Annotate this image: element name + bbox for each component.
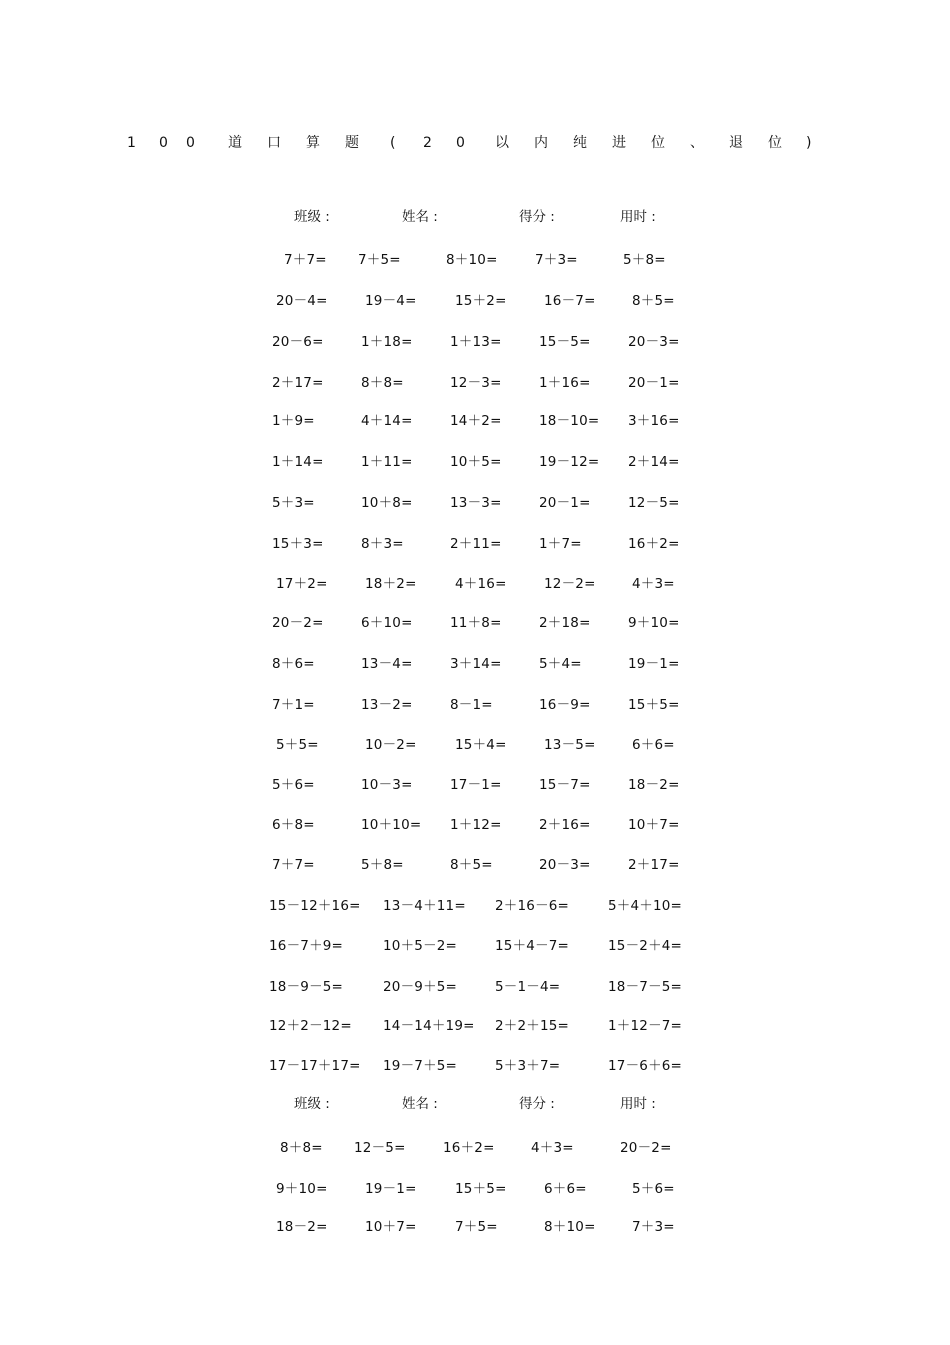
math-problem: 20－6= (272, 334, 324, 350)
math-problem: 17－1= (450, 777, 502, 793)
math-problem: 20－2= (620, 1140, 672, 1156)
math-problem: 6＋6= (544, 1181, 587, 1197)
math-problem: 12－2= (544, 576, 596, 592)
title-char: 进 (612, 135, 626, 151)
math-problem: 15＋4= (455, 737, 507, 753)
math-problem: 2＋11= (450, 536, 502, 552)
problem-row (0, 251, 950, 271)
math-problem: 14＋2= (450, 413, 502, 429)
title-char: 1 (127, 135, 136, 151)
math-problem: 19－12= (539, 454, 600, 470)
math-problem: 15＋2= (455, 293, 507, 309)
worksheet-2-header (0, 1095, 950, 1115)
math-problem: 18－9－5= (269, 979, 344, 995)
worksheet-1-header (0, 208, 950, 228)
math-problem: 15＋5= (455, 1181, 507, 1197)
math-problem: 19－1= (365, 1181, 417, 1197)
math-problem: 1＋7= (539, 536, 582, 552)
math-problem: 13－3= (450, 495, 502, 511)
title-char: 题 (345, 135, 359, 151)
math-problem: 4＋3= (531, 1140, 574, 1156)
math-problem: 20－1= (539, 495, 591, 511)
math-problem: 20－3= (539, 857, 591, 873)
math-problem: 13－5= (544, 737, 596, 753)
math-problem: 10＋8= (361, 495, 413, 511)
math-problem: 8＋5= (450, 857, 493, 873)
mixed-problem-row (0, 1057, 950, 1077)
math-problem: 8＋6= (272, 656, 315, 672)
math-problem: 7＋3= (535, 252, 578, 268)
mixed-problem-row (0, 1017, 950, 1037)
math-problem: 7＋1= (272, 697, 315, 713)
math-problem: 4＋14= (361, 413, 413, 429)
problem-row (0, 696, 950, 716)
math-problem: 7＋7= (284, 252, 327, 268)
math-problem: 1＋12－7= (608, 1018, 683, 1034)
problem-row (0, 614, 950, 634)
math-problem: 8＋8= (280, 1140, 323, 1156)
math-problem: 4＋3= (632, 576, 675, 592)
math-problem: 10－3= (361, 777, 413, 793)
math-problem: 19－4= (365, 293, 417, 309)
math-problem: 12－5= (354, 1140, 406, 1156)
math-problem: 15＋4－7= (495, 938, 570, 954)
math-problem: 16＋2= (628, 536, 680, 552)
title-char: 位 (651, 135, 665, 151)
math-problem: 13－4＋11= (383, 898, 466, 914)
math-problem: 6＋10= (361, 615, 413, 631)
math-problem: 5－1－4= (495, 979, 561, 995)
math-problem: 15－5= (539, 334, 591, 350)
math-problem: 20－4= (276, 293, 328, 309)
math-problem: 16＋2= (443, 1140, 495, 1156)
math-problem: 1＋13= (450, 334, 502, 350)
math-problem: 2＋17= (272, 375, 324, 391)
math-problem: 7＋5= (455, 1219, 498, 1235)
math-problem: 5＋4= (539, 656, 582, 672)
math-problem: 2＋16= (539, 817, 591, 833)
math-problem: 18－10= (539, 413, 600, 429)
math-problem: 13－4= (361, 656, 413, 672)
math-problem: 6＋6= (632, 737, 675, 753)
math-problem: 10＋7= (628, 817, 680, 833)
math-problem: 7＋3= (632, 1219, 675, 1235)
math-problem: 1＋11= (361, 454, 413, 470)
math-problem: 1＋18= (361, 334, 413, 350)
problem-row (0, 374, 950, 394)
math-problem: 2＋14= (628, 454, 680, 470)
title-char: 0 (456, 135, 465, 151)
math-problem: 20－1= (628, 375, 680, 391)
problem-row (0, 333, 950, 353)
title-char: 0 (159, 135, 168, 151)
class-label: 班级 : (294, 1096, 330, 1112)
math-problem: 17－6＋6= (608, 1058, 683, 1074)
math-problem: 12－5= (628, 495, 680, 511)
math-problem: 3＋14= (450, 656, 502, 672)
math-problem: 6＋8= (272, 817, 315, 833)
math-problem: 5＋4＋10= (608, 898, 683, 914)
math-problem: 11＋8= (450, 615, 502, 631)
title-char: 算 (306, 135, 320, 151)
math-problem: 15－12＋16= (269, 898, 361, 914)
math-problem: 18－2= (276, 1219, 328, 1235)
math-problem: 2＋16－6= (495, 898, 570, 914)
math-problem: 8＋10= (544, 1219, 596, 1235)
math-problem: 17－17＋17= (269, 1058, 361, 1074)
math-problem: 15＋5= (628, 697, 680, 713)
math-problem: 8＋8= (361, 375, 404, 391)
problem-row (0, 655, 950, 675)
math-problem: 16－7＋9= (269, 938, 344, 954)
math-problem: 5＋8= (361, 857, 404, 873)
title-char: 纯 (573, 135, 587, 151)
math-problem: 5＋3＋7= (495, 1058, 561, 1074)
problem-row (0, 412, 950, 432)
math-problem: 14－14＋19= (383, 1018, 475, 1034)
title-char: 道 (228, 135, 242, 151)
problem-row (0, 1180, 950, 1200)
class-label: 班级 : (294, 209, 330, 225)
math-problem: 10＋5－2= (383, 938, 458, 954)
math-problem: 13－2= (361, 697, 413, 713)
math-problem: 1＋9= (272, 413, 315, 429)
problem-row (0, 816, 950, 836)
math-problem: 18－2= (628, 777, 680, 793)
math-problem: 17＋2= (276, 576, 328, 592)
math-problem: 4＋16= (455, 576, 507, 592)
title-char: ) (806, 135, 812, 151)
title-char: 口 (267, 135, 281, 151)
title-char: 2 (423, 135, 432, 151)
math-problem: 9＋10= (628, 615, 680, 631)
math-problem: 7＋5= (358, 252, 401, 268)
problem-row (0, 856, 950, 876)
math-problem: 10＋5= (450, 454, 502, 470)
math-problem: 2＋18= (539, 615, 591, 631)
math-problem: 1＋12= (450, 817, 502, 833)
math-problem: 5＋5= (276, 737, 319, 753)
math-problem: 20－9＋5= (383, 979, 458, 995)
title-char: 0 (186, 135, 195, 151)
math-problem: 1＋16= (539, 375, 591, 391)
math-problem: 20－3= (628, 334, 680, 350)
math-problem: 8＋10= (446, 252, 498, 268)
math-problem: 1＋14= (272, 454, 324, 470)
math-problem: 2＋17= (628, 857, 680, 873)
math-problem: 5＋6= (272, 777, 315, 793)
mixed-problem-row (0, 978, 950, 998)
problem-row (0, 292, 950, 312)
math-problem: 7＋7= (272, 857, 315, 873)
title-char: ( (390, 135, 396, 151)
title-char: 以 (495, 135, 509, 151)
problem-row (0, 535, 950, 555)
time-label: 用时 : (620, 209, 656, 225)
math-problem: 8－1= (450, 697, 493, 713)
problem-row (0, 494, 950, 514)
score-label: 得分 : (519, 1096, 555, 1112)
problem-row (0, 575, 950, 595)
math-problem: 5＋6= (632, 1181, 675, 1197)
mixed-problem-row (0, 937, 950, 957)
problem-row (0, 736, 950, 756)
math-problem: 5＋8= (623, 252, 666, 268)
title-char: 位 (768, 135, 782, 151)
worksheet-title (0, 133, 950, 155)
mixed-problem-row (0, 897, 950, 917)
title-char: 、 (690, 135, 704, 151)
title-char: 内 (534, 135, 548, 151)
math-problem: 10－2= (365, 737, 417, 753)
math-problem: 15－2＋4= (608, 938, 683, 954)
score-label: 得分 : (519, 209, 555, 225)
math-problem: 15－7= (539, 777, 591, 793)
math-problem: 16－9= (539, 697, 591, 713)
math-problem: 20－2= (272, 615, 324, 631)
name-label: 姓名 : (402, 209, 438, 225)
math-problem: 8＋5= (632, 293, 675, 309)
problem-row (0, 1139, 950, 1159)
math-problem: 18－7－5= (608, 979, 683, 995)
math-problem: 15＋3= (272, 536, 324, 552)
math-problem: 12＋2－12= (269, 1018, 352, 1034)
math-problem: 2＋2＋15= (495, 1018, 570, 1034)
problem-row (0, 1218, 950, 1238)
name-label: 姓名 : (402, 1096, 438, 1112)
math-problem: 9＋10= (276, 1181, 328, 1197)
math-problem: 5＋3= (272, 495, 315, 511)
problem-row (0, 453, 950, 473)
math-problem: 12－3= (450, 375, 502, 391)
problem-row (0, 776, 950, 796)
title-char: 退 (729, 135, 743, 151)
math-problem: 19－7＋5= (383, 1058, 458, 1074)
math-problem: 16－7= (544, 293, 596, 309)
math-problem: 18＋2= (365, 576, 417, 592)
math-problem: 3＋16= (628, 413, 680, 429)
time-label: 用时 : (620, 1096, 656, 1112)
math-problem: 19－1= (628, 656, 680, 672)
math-problem: 10＋10= (361, 817, 422, 833)
math-problem: 8＋3= (361, 536, 404, 552)
math-problem: 10＋7= (365, 1219, 417, 1235)
